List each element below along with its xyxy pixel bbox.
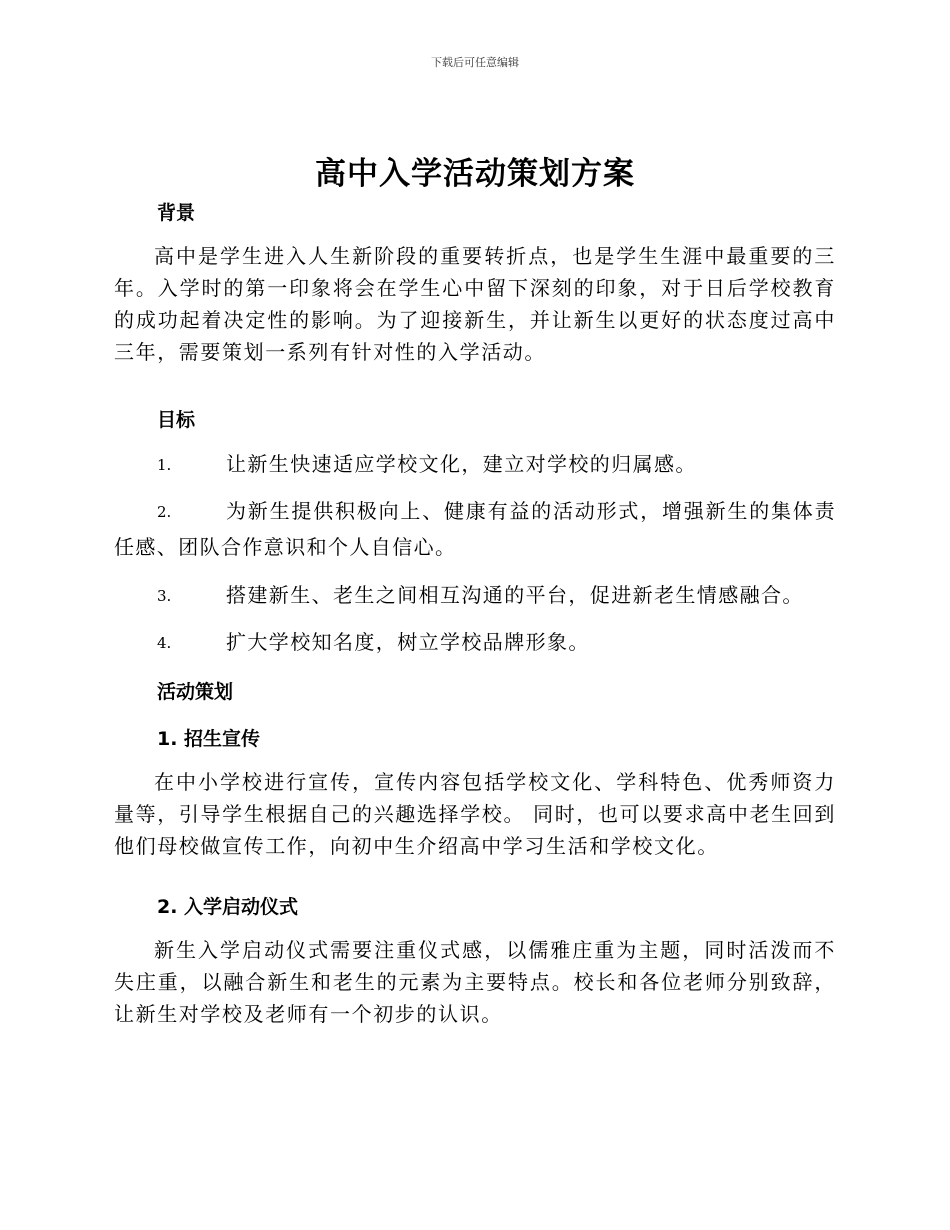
goal-number: 2. bbox=[157, 503, 172, 521]
page-title: 高中入学活动策划方案 bbox=[315, 156, 635, 192]
goal-text: 搭建新生、老生之间相互沟通的平台，促进新老生情感融合。 bbox=[226, 583, 804, 607]
goal-text: 让新生快速适应学校文化，建立对学校的归属感。 bbox=[226, 452, 697, 476]
goal-number: 4. bbox=[157, 634, 172, 652]
goal-number: 3. bbox=[157, 587, 172, 605]
goal-text: 扩大学校知名度，树立学校品牌形象。 bbox=[226, 630, 590, 654]
header-note: 下载后可任意编辑 bbox=[431, 56, 519, 69]
goal-number: 1. bbox=[157, 456, 172, 474]
section-heading-goals: 目标 bbox=[157, 409, 196, 431]
subsection-heading-recruitment: 1. 招生宣传 bbox=[157, 728, 261, 750]
section-heading-background: 背景 bbox=[157, 202, 196, 224]
subsection-heading-ceremony: 2. 入学启动仪式 bbox=[157, 896, 299, 918]
recruitment-paragraph: 在中小学校进行宣传，宣传内容包括学校文化、学科特色、优秀师资力量等，引导学生根据自己的兴趣选择学校。 同时，也可以要求高中老生回到他们母校做宣传工作，向初中生介绍高中学习生活和学校文化。 bbox=[114, 770, 836, 858]
section-heading-plan: 活动策划 bbox=[157, 681, 234, 703]
background-paragraph: 高中是学生进入人生新阶段的重要转折点，也是学生生涯中最重要的三年。入学时的第一印象将会在学生心中留下深刻的印象，对于日后学校教育的成功起着决定性的影响。为了迎接新生，并让新生以更好的状态度过高中三年，需要策划一系列有针对性的入学活动。 bbox=[114, 244, 836, 364]
goal-text: 为新生提供积极向上、健康有益的活动形式，增强新生的集体责任感、团队合作意识和个人自信心。 bbox=[114, 499, 836, 559]
ceremony-paragraph: 新生入学启动仪式需要注重仪式感，以儒雅庄重为主题，同时活泼而不失庄重，以融合新生和老生的元素为主要特点。校长和各位老师分别致辞，让新生对学校及老师有一个初步的认识。 bbox=[114, 938, 836, 1026]
